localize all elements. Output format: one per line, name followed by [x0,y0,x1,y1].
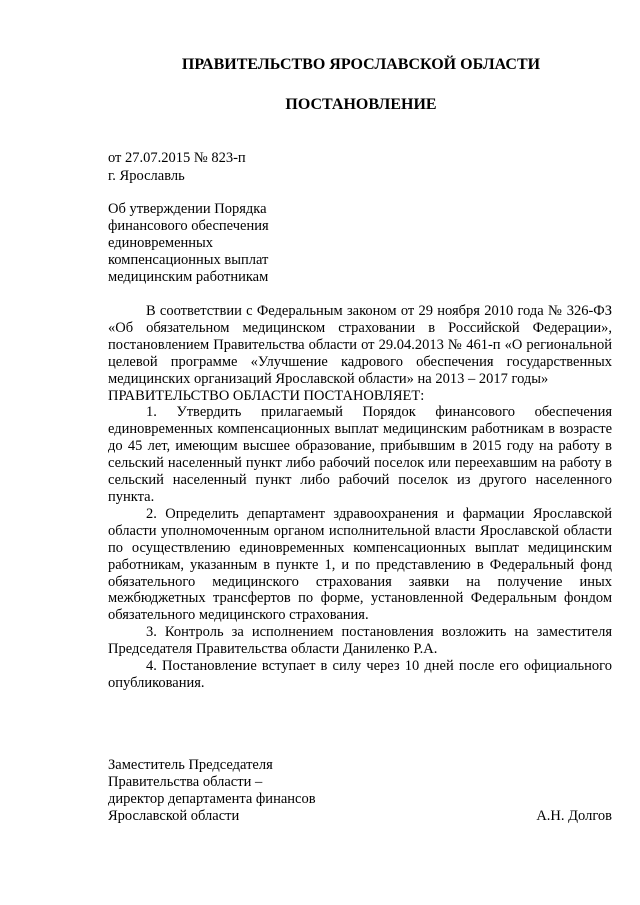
resolution-item-1: 1. Утвердить прилагаемый Порядок финансового обеспечения единовременных компенсационных выплат медицинским работникам в возрасте до 45 лет, имеющим высшее образование, прибывшим в 2015 году на работу в сельский населенный пункт либо рабочий поселок или переехавшим на работу в сельский населенный пункт либо рабочий поселок из другого населенного пункта. [108,404,612,505]
resolution-item-4: 4. Постановление вступает в силу через 10 дней после его официального опубликования. [108,658,612,691]
signatory-name: А.Н. Долгов [536,808,612,824]
document-city: г. Ярославль [108,168,185,184]
signatory-position-line: директор департамента финансов [108,791,316,807]
preamble-paragraph: В соответствии с Федеральным законом от 29 ноября 2010 года № 326-ФЗ «Об обязательном медицинском страховании в Российской Федерации», постановлением Правительства области от 29.04.2013 № 461-п «О региональной целевой программе «Улучшение кадрового обеспечения государственных медицинских организаций Ярославской области» на 2013 – 2017 годы» [108,303,612,387]
resolution-heading: ПРАВИТЕЛЬСТВО ОБЛАСТИ ПОСТАНОВЛЯЕТ: [108,387,425,404]
subject-line: компенсационных выплат [108,252,269,268]
subject-line: финансового обеспечения [108,218,269,234]
subject-line: единовременных [108,235,214,251]
resolution-item-3: 3. Контроль за исполнением постановления возложить на заместителя Председателя Правительства области Даниленко Р.А. [108,624,612,658]
signatory-position-line: Заместитель Председателя [108,757,273,773]
government-title: ПРАВИТЕЛЬСТВО ЯРОСЛАВСКОЙ ОБЛАСТИ [181,56,541,73]
subject-line: Об утверждении Порядка [108,201,267,217]
signatory-position-line: Правительства области – [108,774,263,790]
document-body [108,303,612,692]
resolution-item-2: 2. Определить департамент здравоохранения и фармации Ярославской области уполномоченным органом исполнительной власти Ярославской области по осуществлению единовременных компенсационных выплат медицинским работникам, указанным в пункте 1, и по представлению в Федеральный фонд обязательного медицинского страхования заявки на получение иных межбюджетных трансфертов по форме, установленной Федеральным фондом обязательного медицинского страхования. [108,505,612,624]
subject-line: медицинским работникам [108,269,269,285]
document-type-title: ПОСТАНОВЛЕНИЕ [285,96,437,113]
document-subject [108,201,308,286]
document-date-number: от 27.07.2015 № 823-п [108,150,246,166]
signature-block [108,757,612,825]
signatory-position-line: Ярославской области [108,808,240,824]
